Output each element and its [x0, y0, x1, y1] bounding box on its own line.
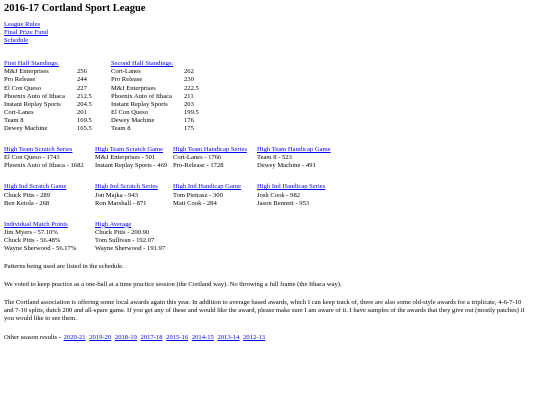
practice-note: We voted to keep practice as a one-ball at a time practice session (the Cortland way). No throwing a full frame (the Ithaca way).: [4, 281, 342, 289]
award-entry: Chuck Pitts - 200.90: [95, 228, 150, 236]
award-column: [173, 146, 251, 170]
award-heading: High Ind Scratch Series: [95, 183, 158, 191]
team-name: Cort-Lanes: [4, 108, 34, 116]
award-heading: Individual Match Points: [4, 220, 68, 228]
team-name: Phoenix Auto of Ithaca: [111, 92, 172, 100]
standings-row: [4, 68, 91, 76]
awards-note: The Cortland association is offering some local awards again this year. In addition to average based awards, which I can keep track of, there are also some old-style awards for a triplicate, 4-6-7-10 and 7-10 splits, dutch 200 and all-spare game. If you get any of these and would like the award, please make sure I am aware of it. I have samples of the awards that they give out (mostly patches) if you would like to see them.: [4, 299, 525, 323]
season-link[interactable]: 2019-20: [89, 333, 112, 341]
team-awards: [4, 146, 536, 170]
team-points: 203: [184, 100, 194, 108]
award-heading: High Team Handicap Series: [173, 146, 247, 154]
team-name: Pro Release: [4, 76, 36, 84]
award-entry: Dewey Machine - 491: [257, 162, 316, 170]
award-heading: High Team Scratch Series: [4, 146, 73, 154]
team-name: M&J Enterprises: [111, 84, 156, 92]
standings-row: [4, 109, 91, 117]
schedule-link[interactable]: Schedule: [4, 37, 29, 45]
award-entry: Chuck Pitts - 289: [4, 191, 50, 199]
season-link[interactable]: 2015-16: [166, 333, 189, 341]
standings-row: [4, 93, 91, 101]
team-name: Dewey Machine: [111, 116, 155, 124]
first-half-standings: [4, 60, 91, 133]
team-points: 176: [184, 116, 194, 124]
award-entry: Matt Cook - 284: [173, 199, 217, 207]
award-entry: Pro-Release - 1728: [173, 162, 224, 170]
award-column: [95, 183, 167, 207]
team-name: El Con Queso: [4, 84, 41, 92]
award-heading: High Ind Scratch Game: [4, 183, 67, 191]
season-link[interactable]: 2018-19: [114, 333, 137, 341]
standings-row: [111, 101, 198, 109]
award-heading: High Average: [95, 220, 132, 228]
standings-row: [4, 76, 91, 84]
final-prize-fund-link[interactable]: Final Prize Fund: [4, 29, 48, 37]
award-column: [4, 183, 89, 207]
team-name: Phoenix Auto of Ithaca: [4, 92, 65, 100]
standings-row: [111, 68, 198, 76]
team-name: Instant Replay Sports: [111, 100, 168, 108]
standings-row: [111, 109, 198, 117]
award-heading: High Team Scratch Game: [95, 146, 164, 154]
award-entry: Jim Myers - 57.10%: [4, 228, 58, 236]
season-link[interactable]: 2014-15: [191, 333, 214, 341]
standings-row: [4, 125, 91, 133]
standings-row: [4, 117, 91, 125]
season-link[interactable]: 2013-14: [217, 333, 240, 341]
team-points: 227: [77, 84, 87, 92]
season-link[interactable]: 2020-21: [63, 333, 86, 341]
award-heading: High Ind Handicap Series: [257, 183, 326, 191]
team-points: 212.5: [77, 92, 92, 100]
standings-row: [111, 76, 198, 84]
team-points: 165.5: [77, 125, 92, 133]
award-column: [95, 146, 167, 170]
team-points: 169.5: [77, 116, 92, 124]
standings-row: [111, 93, 198, 101]
award-column: [4, 221, 89, 253]
team-name: Cort-Lanes: [111, 68, 141, 76]
standings-row: [4, 101, 91, 109]
team-points: 211: [184, 92, 194, 100]
award-column: [257, 183, 337, 207]
team-name: Team 8: [4, 116, 24, 124]
award-entry: Instant Replay Sports - 469: [95, 162, 168, 170]
team-points: 256: [77, 68, 87, 76]
award-entry: Team 8 - 523: [257, 154, 292, 162]
award-entry: Tom Sullivan - 192.07: [95, 236, 155, 244]
award-column: [95, 221, 175, 253]
team-points: 199.5: [184, 108, 199, 116]
standings-row: [111, 125, 198, 133]
other-seasons: [4, 334, 536, 342]
award-entry: Wayne Sherwood - 191.97: [95, 244, 166, 252]
individual-awards: [4, 183, 536, 207]
team-points: 175: [184, 125, 194, 133]
award-heading: High Ind Handicap Game: [173, 183, 241, 191]
team-name: Instant Replay Sports: [4, 100, 61, 108]
team-points: 201: [77, 108, 87, 116]
standings-row: [111, 117, 198, 125]
award-entry: Jon Majka - 943: [95, 191, 139, 199]
second-half-standings: [111, 60, 198, 133]
patterns-note: Patterns being used are listed in the schedule.: [4, 263, 124, 271]
award-entry: Cort-Lanes - 1766: [173, 154, 222, 162]
top-links: [4, 21, 536, 45]
award-entry: Josh Cook - 982: [257, 191, 301, 199]
award-entry: Ben Ketola - 268: [4, 199, 50, 207]
second-half-heading: Second Half Standings:: [111, 60, 174, 68]
team-name: Dewey Machine: [4, 125, 48, 133]
standings: [4, 60, 536, 133]
award-entry: Jason Bennett - 953: [257, 199, 310, 207]
season-link[interactable]: 2017-18: [140, 333, 163, 341]
standings-row: [4, 85, 91, 93]
award-entry: M&J Enterprises - 501: [95, 154, 156, 162]
page-title: 2016-17 Cortland Sport League: [4, 3, 146, 14]
first-half-heading: First Half Standings:: [4, 60, 59, 68]
award-column: [173, 183, 251, 207]
standings-row: [111, 85, 198, 93]
team-name: El Con Queso: [111, 108, 148, 116]
page: [4, 3, 536, 342]
team-name: M&J Enterprises: [4, 68, 49, 76]
other-awards: [4, 221, 536, 253]
award-column: [4, 146, 89, 170]
award-entry: Ron Marshall - 871: [95, 199, 147, 207]
team-points: 204.5: [77, 100, 92, 108]
award-column: [257, 146, 337, 170]
award-heading: High Team Handicap Game: [257, 146, 331, 154]
league-rules-link[interactable]: League Rules: [4, 21, 41, 28]
award-entry: Wayne Sherwood - 56.17%: [4, 244, 77, 252]
team-points: 222.5: [184, 84, 199, 92]
award-entry: El Con Queso - 1743: [4, 154, 60, 162]
team-points: 230: [184, 76, 194, 84]
team-name: Team 8: [111, 125, 131, 133]
award-entry: Chuck Pitts - 56.48%: [4, 236, 61, 244]
award-entry: Tom Pietrasz - 300: [173, 191, 223, 199]
team-points: 262: [184, 68, 194, 76]
team-name: Pro Release: [111, 76, 143, 84]
award-entry: Phoenix Auto of Ithaca - 1682: [4, 162, 84, 170]
season-link[interactable]: 2012-13: [243, 333, 266, 341]
team-points: 244: [77, 76, 87, 84]
other-seasons-label: Other season results -: [4, 333, 61, 341]
